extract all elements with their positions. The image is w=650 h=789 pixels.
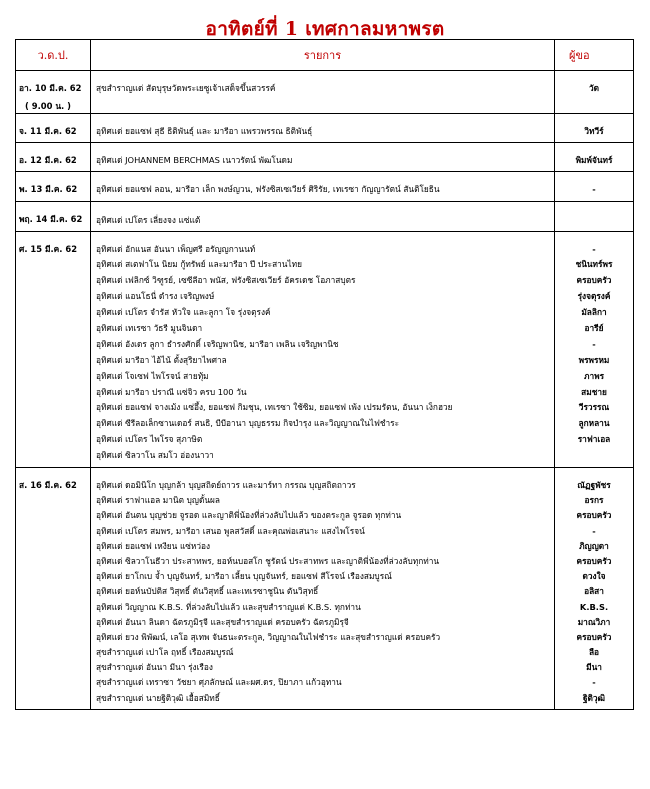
row-date [16, 208, 91, 232]
page-title: อาทิตย์ที่ 1 เทศกาลมหาพรต [205, 18, 445, 40]
requester-name: อรกร [584, 495, 604, 506]
intention-item: อุทิศแด่ โจเซฟ ไพโรจน์ สายทุ้ม [96, 370, 209, 381]
table-body [16, 71, 634, 710]
intention-item: อุทิศแด่ ซิลวาโนธีวา ประสาทพร, ยอห์นบอสโก ชูรัตน์ ประสาทพร และญาติพี่น้องที่ล่วงลับทุกท่าน [96, 555, 440, 566]
requester-name: มาณวิภา [577, 616, 611, 627]
table-row [16, 208, 634, 232]
requester-name: พิมพ์จันทร์ [575, 155, 613, 166]
requester-name: - [592, 243, 596, 254]
requester-name: - [592, 525, 596, 536]
intention-item: อุทิศแด่ แอนโธนี่ ดำรง เจริญพงษ์ [96, 291, 215, 302]
row-items [91, 77, 555, 114]
intention-item: อุทิศแด่ ซิลวาโน สมโว อ่องนาวา [96, 450, 214, 461]
intention-item: อุทิศแด่ สเตฟาโน นิยม กู้ทรัพย์ และมารีอา ปี ประสานไทย [96, 259, 302, 270]
row-items [91, 238, 555, 468]
row-items [91, 474, 555, 709]
requester-name: วีรวรรณ [578, 402, 610, 413]
requester-name: ณัฏฐพัชร [577, 480, 611, 491]
requester-name: ครอบครัว [576, 555, 612, 566]
requester-name: ครอบครัว [576, 275, 612, 286]
row-items [91, 120, 555, 143]
requester-name: K.B.S. [579, 601, 609, 612]
row-requesters [555, 238, 634, 468]
intention-item: อุทิศแด่ เปโตร ไพโรจ สุภาษิต [96, 434, 203, 445]
requester-name: ชนินทร์พร [575, 259, 613, 270]
intention-item: สุขสำราญแด่ อันนา มีนา รุ่งเรือง [96, 662, 213, 673]
requester-name: มีนา [586, 662, 602, 673]
intention-item: อุทิศแด่ เทเรซา วัธรี มูนจินดา [96, 323, 203, 334]
requester-name: รุ่งจตุรงค์ [577, 291, 611, 302]
row-requesters [555, 178, 634, 201]
requester-name: อารีย์ [584, 323, 604, 334]
table-row [16, 178, 634, 201]
intention-item: อุทิศแด่ ราฟาแอล มานิต บุญดั้นผล [96, 495, 220, 506]
date-text: อา. 10 มี.ค. 62 [19, 83, 82, 93]
requester-name [557, 448, 631, 464]
row-items [91, 178, 555, 201]
table-row [16, 149, 634, 172]
intentions-table [15, 39, 634, 710]
requester-name: - [592, 677, 596, 688]
table-row [16, 120, 634, 143]
row-requesters [555, 208, 634, 232]
row-requesters [555, 120, 634, 143]
time-text: ( 9.00 น. ) [25, 101, 71, 111]
requester-name: ครอบครัว [576, 510, 612, 521]
requester-name: สมชาย [581, 386, 607, 397]
intention-item: อุทิศแด่ วิญญาณ K.B.S. ที่ล่วงลับไปแล้ว และสุขสำราญแด่ K.B.S. ทุกท่าน [96, 601, 361, 612]
intention-item: อุทิศแด่ อังเดร ลูกา ธำรงศักดิ์ เจริญพานิช, มารีอา เพลิน เจริญพานิช [96, 338, 339, 349]
requester-name: มัลลิกา [581, 307, 607, 318]
header-requester: ผู้ขอ [555, 40, 634, 71]
table-row [16, 238, 634, 468]
requester-name: ราฟาเอล [577, 434, 611, 445]
intention-item: อุทิศแด่ มารีอา ไอ้ไน้ ตั้งสุริยาไพศาล [96, 354, 227, 365]
intention-item: อุทิศแด่ อันตน บุญช่วย จูรอด และญาติพี่น้องที่ล่วงลับไปแล้ว ของตระกูล จูรอด ทุกท่าน [96, 510, 402, 521]
requester-name: ภิญญดา [579, 540, 609, 551]
header-date: ว.ด.ป. [16, 40, 91, 71]
date-text: จ. 11 มี.ค. 62 [19, 126, 77, 136]
intention-item: อุทิศแด่ ยาโกเบ จ้ำ บุญจันทร์, มารีอา เลี้ยน บุญจันทร์, ยอแซฟ สีโรจน์ เรืองสมบูรณ์ [96, 571, 392, 582]
table-header-row [16, 40, 634, 71]
row-items [91, 149, 555, 172]
header-items: รายการ [91, 40, 555, 71]
requester-name: อลิสา [584, 586, 604, 597]
intention-item: อุทิศแด่ ยอแซฟ สุธี ธิติพันธุ์ และ มารีอา แพรวพรรณ ธิติพันธุ์ [96, 126, 313, 136]
intention-item: สุขสำราญแด่ สัตบุรุษวัดพระเยซูเจ้าเสด็จขึ้นสวรรค์ [96, 83, 276, 93]
row-date [16, 178, 91, 201]
intention-item: อุทิศแด่ เปโตร จำรัส หัวใจ และลูกา โจ รุ่งจตุรงค์ [96, 307, 271, 318]
requester-name: - [592, 184, 596, 195]
requester-name: ดวงใจ [582, 571, 606, 582]
requester-name: ลูกหลาน [578, 418, 610, 429]
intention-item: อุทิศแด่ ยอแซฟ จางเม้ง แซ่อึ้ง, ยอแซฟ กิมชุน, เทเรซา ใช้ซิม, ยอแซฟ เพ้ง เปรมรัตน, อันนา เง็กฮวย [96, 402, 453, 413]
requester-name: วิทวีร์ [584, 126, 604, 136]
date-text: พฤ. 14 มี.ค. 62 [19, 213, 83, 224]
intention-item: อุทิศแด่ เปโตร สมพร, มารีอา เสนอ พูลสวัสดิ์ และคุณพ่อเสนาะ แสงไพโรจน์ [96, 525, 365, 536]
intention-item: อุทิศแด่ ดอมินิโก บุญกล้า บุญสถิตย์ถาวร และมาร์ทา กรรณ บุญสถิตถาวร [96, 480, 356, 491]
table-row [16, 77, 634, 114]
date-text: อ. 12 มี.ค. 62 [19, 155, 77, 166]
date-text: ส. 16 มี.ค. 62 [19, 480, 77, 491]
row-requesters [555, 149, 634, 172]
requester-name: ลือ [588, 647, 600, 658]
row-date [16, 238, 91, 468]
intention-item: สุขสำราญแด่ นายฐิติวุฒิ เอื้อสมิทธิ์ [96, 692, 220, 703]
intention-item: สุขสำราญแด่ เทราซา วัชยา ศุภลักษณ์ และผศ.ดร, ปิยาภา แก้วอุทาน [96, 677, 342, 688]
intention-item: อุทิศแด่ ยอห์นบัปติส วิสุทธิ์ ตันวิสุทธิ์ และเทเรซาชูนิน ตันวิสุทธิ์ [96, 586, 319, 597]
intention-item: สุขสำราญแด่ เปาโล ฤทธิ์ เรืองสมบูรณ์ [96, 647, 234, 658]
row-date [16, 474, 91, 709]
requester-name: ภาพร [583, 370, 605, 381]
requester-name: พรพรหม [578, 354, 610, 365]
table-row [16, 474, 634, 709]
requester-name: - [592, 338, 596, 349]
intention-item: อุทิศแด่ ยอแซฟ ลอน, มารีอา เล็ก พงษ์ญวน, ฟรังซิสเซเวียร์ ศิริรัย, เทเรซา กัญญารัตน์ สันติโยธิน [96, 184, 440, 195]
row-date [16, 77, 91, 114]
row-requesters [555, 474, 634, 709]
intention-item: อุทิศแด่ ซีรีลอเล็กซานเดอร์ สนธิ, บีบีอานา บุญธรรม กิจบำรุง และวิญญาณในไฟชำระ [96, 418, 400, 429]
row-date [16, 149, 91, 172]
requester-name [557, 212, 631, 228]
intention-item: อุทิศแด่ ยอแซฟ เหงียน แซ่หว่อง [96, 540, 211, 551]
requester-name: ครอบครัว [576, 631, 612, 642]
intention-item: อุทิศแด่ เปโตร เลี่ยงจง แซ่แต้ [96, 214, 201, 225]
intention-item: อุทิศแด่ เฟลิกซ์ วิฑูรย์, เซซีลีอา พนัส, ฟรังซิสเซเวียร์ อัครเดช โอภาสบุตร [96, 275, 356, 286]
row-requesters [555, 77, 634, 114]
intention-item: อุทิศแด่ อันนา ลินดา ฉัตรภูมิรุจี และสุขสำราญแด่ ครอบครัว ฉัตรภูมิรุจี [96, 616, 349, 627]
intention-item: อุทิศแด่ มารีอา ปราณี แซ่จิว ครบ 100 วัน [96, 386, 247, 397]
intention-item: อุทิศแด่ JOHANNEM BERCHMAS เนาวรัตน์ พัฒโนดม [96, 155, 293, 166]
date-text: พ. 13 มี.ค. 62 [19, 184, 78, 195]
date-text: ศ. 15 มี.ค. 62 [19, 243, 78, 254]
intention-item: อุทิศแด่ อักแนส อันนา เพ็ญศรี อรัญญกานนท์ [96, 243, 256, 254]
requester-name: วัด [588, 83, 600, 93]
row-date [16, 120, 91, 143]
requester-name: ฐิติวุฒิ [582, 692, 606, 703]
intention-item: อุทิศแด่ ยวง พิพัฒน์, เลโอ สุเทพ จันธนะตระกูล, วิญญาณในไฟชำระ และสุขสำราญแด่ ครอบครัว [96, 631, 441, 642]
row-items [91, 208, 555, 232]
